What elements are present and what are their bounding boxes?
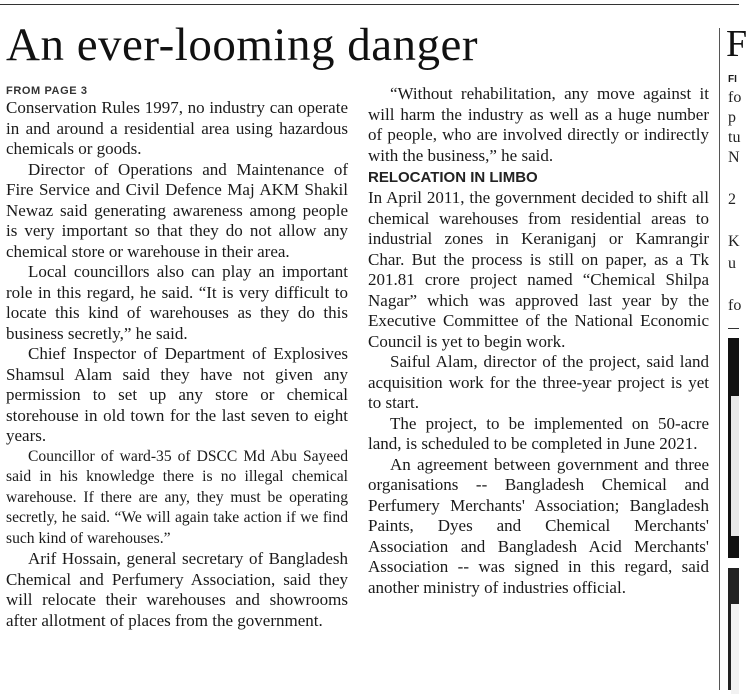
- adjacent-kicker: FI: [728, 74, 737, 85]
- adjacent-text-line: u: [728, 255, 736, 272]
- adjacent-text-line: tu: [728, 129, 741, 146]
- paragraph: Chief Inspector of Department of Explosives Shamsul Alam said they have not given any permission to set up any store or chemical storehouse in old town for the last seven to eight years.: [6, 344, 348, 445]
- paragraph: Local councillors also can play an important role in this regard, he said. “It is very difficult to locate this kind of warehouses as they do this business secretly,” he said.: [6, 262, 348, 343]
- page-top-rule: [0, 4, 739, 5]
- column-divider: [719, 28, 720, 690]
- section-subhead: RELOCATION IN LIMBO: [368, 169, 538, 186]
- adjacent-text-line: fo: [728, 89, 742, 106]
- paragraph: An agreement between government and three organisations -- Bangladesh Chemical and Perfumery Merchants' Association; Bangladesh Paints, Dyes and Chemical Merchants' Association and Bangladesh Acid Merchants' Association -- was signed in this regard, said another ministry of industries official.: [368, 454, 709, 597]
- paragraph: “Without rehabilitation, any move against it will harm the industry as well as a huge number of people, who are involved directly or indirectly with the business,” he said.: [368, 84, 709, 165]
- adjacent-text-line: fo: [728, 297, 742, 314]
- paragraph: Arif Hossain, general secretary of Bangladesh Chemical and Perfumery Association, said they will relocate their warehouses and showrooms after allotment of places from the government.: [6, 549, 348, 630]
- adjacent-text-line: N: [728, 149, 740, 166]
- adjacent-text-line: K: [728, 233, 740, 250]
- paragraph: The project, to be implemented on 50-acre land, is scheduled to be completed in June 2021.: [368, 413, 709, 453]
- headline: An ever-looming danger: [6, 19, 479, 71]
- adjacent-photo: [728, 338, 739, 558]
- adjacent-headline: F: [726, 23, 747, 65]
- adjacent-rule: [728, 328, 739, 329]
- adjacent-text-line: p: [728, 109, 736, 126]
- paragraph: Saiful Alam, director of the project, said land acquisition work for the three-year project is yet to start.: [368, 352, 709, 412]
- adjacent-article-strip: [725, 0, 747, 690]
- article-column-1: [6, 84, 348, 631]
- adjacent-text-line: 2: [728, 191, 736, 208]
- adjacent-photo: [728, 568, 739, 690]
- paragraph: Conservation Rules 1997, no industry can operate in and around a residential area using hazardous chemicals or goods.: [6, 98, 348, 158]
- paragraph: In April 2011, the government decided to shift all chemical warehouses from residential areas to industrial zones in Keraniganj or Kamrangir Char. But the process is still on paper, as a Tk 201.81 crore project named “Chemical Shilpa Nagar” which was approved last year by the Executive Committee of the National Economic Council is yet to begin work.: [368, 188, 709, 351]
- paragraph: Councillor of ward-35 of DSCC Md Abu Sayeed said in his knowledge there is no illegal chemical warehouse. If there are any, they must be operating secretly, he said. “We will again take action if we find such kind of warehouses.”: [6, 447, 348, 547]
- kicker-from-page: FROM PAGE 3: [6, 85, 88, 97]
- article-column-2: [368, 84, 709, 598]
- paragraph: Director of Operations and Maintenance of Fire Service and Civil Defence Maj AKM Shakil Newaz said generating awareness among people is very important so that they do not allow any chemical store or warehouse in their area.: [6, 159, 348, 261]
